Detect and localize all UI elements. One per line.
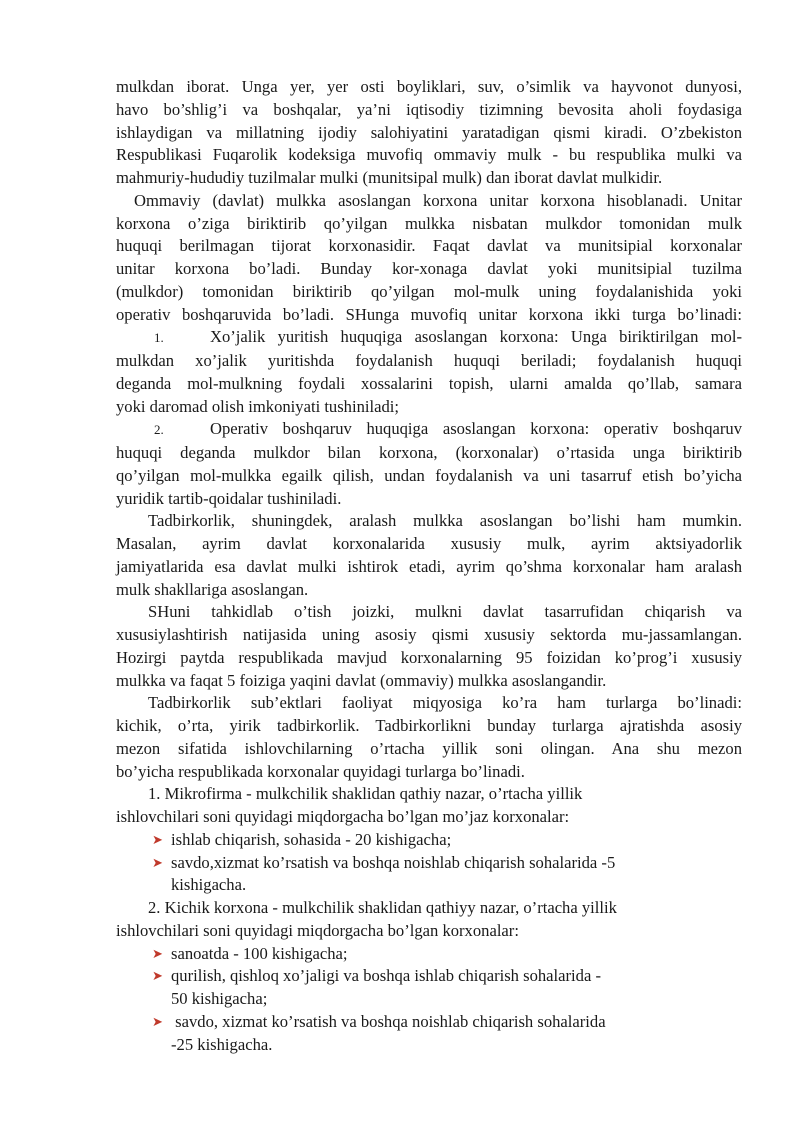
text-line: 2. Kichik korxona - mulkchilik shaklidan qathiyy nazar, o’rtacha yillik (148, 898, 617, 917)
numbered-item-first-line (116, 418, 742, 442)
paragraph-small-enterprise (116, 897, 742, 943)
text-line: deganda mol-mulkning foydali xossalarini topish, ularni amalda qo’llab, samara (116, 373, 742, 393)
text-line: -25 kishigacha. (171, 1034, 273, 1054)
text-line: savdo, xizmat ko’rsatish va boshqa noishlab chiqarish sohalarida (171, 1011, 606, 1031)
arrowhead-right-icon: ➤ (152, 968, 163, 984)
text-line: yoki daromad olish imkoniyati tushiniladi; (116, 396, 399, 416)
text-line: kishigacha. (171, 875, 247, 895)
list-item (116, 943, 742, 966)
list-item (116, 1011, 742, 1057)
text-line: 50 kishigacha; (171, 989, 268, 1008)
text-line: mulkdan iborat. Unga yer, yer osti boyliklari, suv, o’simlik va hayvonot dunyosi, (116, 77, 742, 96)
text-line: Hozirgi paytda respublikada mavjud korxonalarning 95 foizidan ko’prog’i xususiy (116, 647, 742, 667)
text-line: Xo’jalik yuritish huquqiga asoslangan korxona: Unga biriktirilgan mol- (210, 327, 742, 347)
arrowhead-right-icon: ➤ (152, 1013, 163, 1029)
paragraph-privatization (116, 601, 742, 692)
text-line: Tadbirkorlik sub’ektlari faoliyat miqyosiga ko’ra ham turlarga bo’linadi: (148, 693, 742, 713)
text-line: mulk shakllariga asoslangan. (116, 579, 309, 599)
numbered-item-first-line (116, 326, 742, 350)
text-line: mezon sifatida ishlovchilarning o’rtacha yillik soni olingan. Ana shu mezon (116, 738, 742, 758)
text-line: Respublikasi Fuqarolik kodeksiga muvofiq ommaviy mulk - bu respublika mulki va (116, 145, 742, 165)
paragraph-unitary-enterprise (116, 190, 742, 327)
text-line: qurilish, qishloq xo’jaligi va boshqa ishlab chiqarish sohalarida - (171, 966, 601, 986)
text-line: ishlovchilari soni quyidagi miqdorgacha bo’lgan korxonalar: (116, 920, 519, 940)
text-line: qo’yilgan mol-mulkka egailk qilish, undan foydalanish va uni tasarruf etish bo’yicha (116, 465, 742, 485)
list-item (116, 829, 742, 852)
text-line: Masalan, ayrim davlat korxonalarida xususiy mulk, ayrim aktsiyadorlik (116, 534, 742, 553)
text-line: Operativ boshqaruv huquqiga asoslangan korxona: operativ boshqaruv (210, 419, 742, 439)
text-line: havo bo’shlig’i va boshqalar, ya’ni iqtisodiy tizimning bevosita aholi foydasiga (116, 99, 742, 119)
text-line: bo’yicha respublikada korxonalar quyidagi turlarga bo’linadi. (116, 761, 525, 781)
text-line: Tadbirkorlik, shuningdek, aralash mulkka asoslangan bo’lishi ham mumkin. (148, 511, 742, 531)
text-line: ishlab chiqarish, sohasida - 20 kishigacha; (171, 829, 452, 849)
item-number: 1. (154, 330, 164, 346)
text-line: mulkka va faqat 5 foiziga yaqini davlat (ommaviy) mulkka asoslangandir. (116, 670, 607, 690)
text-line: korxona o’ziga biriktirib qo’yilgan mulkka nisbatan mulkdor tomonidan mulk (116, 213, 742, 233)
paragraph-business-scale (116, 692, 742, 783)
arrowhead-right-icon: ➤ (152, 854, 163, 870)
text-line: huquqi berilmagan tijorat korxonasidir. Faqat davlat va munitsipial korxonalar (116, 236, 742, 256)
list-item (116, 965, 742, 1011)
text-line: 1. Mikrofirma - mulkchilik shaklidan qathiy nazar, o’rtacha yillik (148, 784, 583, 804)
text-line: savdo,xizmat ko’rsatish va boshqa noishlab chiqarish sohalarida -5 (171, 852, 616, 872)
text-line: SHuni tahkidlab o’tish joizki, mulkni davlat tasarrufidan chiqarish va (148, 602, 742, 622)
text-line: mulkdan xo’jalik yuritishda foydalanish huquqi beriladi; foydalanish huquqi (116, 351, 742, 370)
item-number: 2. (154, 422, 164, 438)
text-line: ishlovchilari soni quyidagi miqdorgacha bo’lgan mo’jaz korxonalar: (116, 807, 570, 826)
paragraph-microfirm (116, 783, 742, 829)
document-page (116, 76, 742, 1056)
text-line: Ommaviy (davlat) mulkka asoslangan korxona unitar korxona hisoblanadi. Unitar (134, 190, 742, 210)
list-item (116, 852, 742, 898)
text-line: ishlaydigan va millatning ijodiy salohiyatini yaratadigan qismi kiradi. O’zbekiston (116, 122, 742, 142)
bullet-list-small-enterprise (116, 943, 742, 1057)
numbered-item-1 (116, 326, 742, 418)
text-line: (mulkdor) tomonidan biriktirib qo’yilgan mol-mulk uning foydalanishida yoki (116, 281, 742, 301)
text-line: sanoatda - 100 kishigacha; (171, 943, 348, 963)
paragraph-state-property (116, 76, 742, 190)
text-line: xususiylashtirish natijasida uning asosiy qismi xususiy sektorda mu-jassamlangan. (116, 625, 742, 644)
text-line: huquqi deganda mulkdor bilan korxona, (korxonalar) o’rtasida unga biriktirib (116, 443, 742, 462)
text-line: yuridik tartib-qoidalar tushiniladi. (116, 488, 342, 508)
bullet-list-microfirm (116, 829, 742, 897)
paragraph-mixed-property (116, 510, 742, 601)
text-line: kichik, o’rta, yirik tadbirkorlik. Tadbirkorlikni bunday turlarga ajratishda asosiy (116, 716, 742, 735)
text-line: operativ boshqaruvida bo’ladi. SHunga muvofiq unitar korxona ikki turga bo’linadi: (116, 304, 742, 324)
text-line: mahmuriy-hududiy tuzilmalar mulki (munitsipal mulk) dan iborat davlat mulkidir. (116, 168, 663, 187)
numbered-item-2 (116, 418, 742, 510)
text-line: unitar korxona bo’ladi. Bunday kor-xonaga davlat yoki munitsipial tuzilma (116, 259, 742, 278)
arrowhead-right-icon: ➤ (152, 831, 163, 847)
text-line: jamiyatlarida esa davlat mulki ishtirok etadi, ayrim qo’shma korxonalar ham aralash (116, 556, 742, 576)
arrowhead-right-icon: ➤ (152, 945, 163, 961)
